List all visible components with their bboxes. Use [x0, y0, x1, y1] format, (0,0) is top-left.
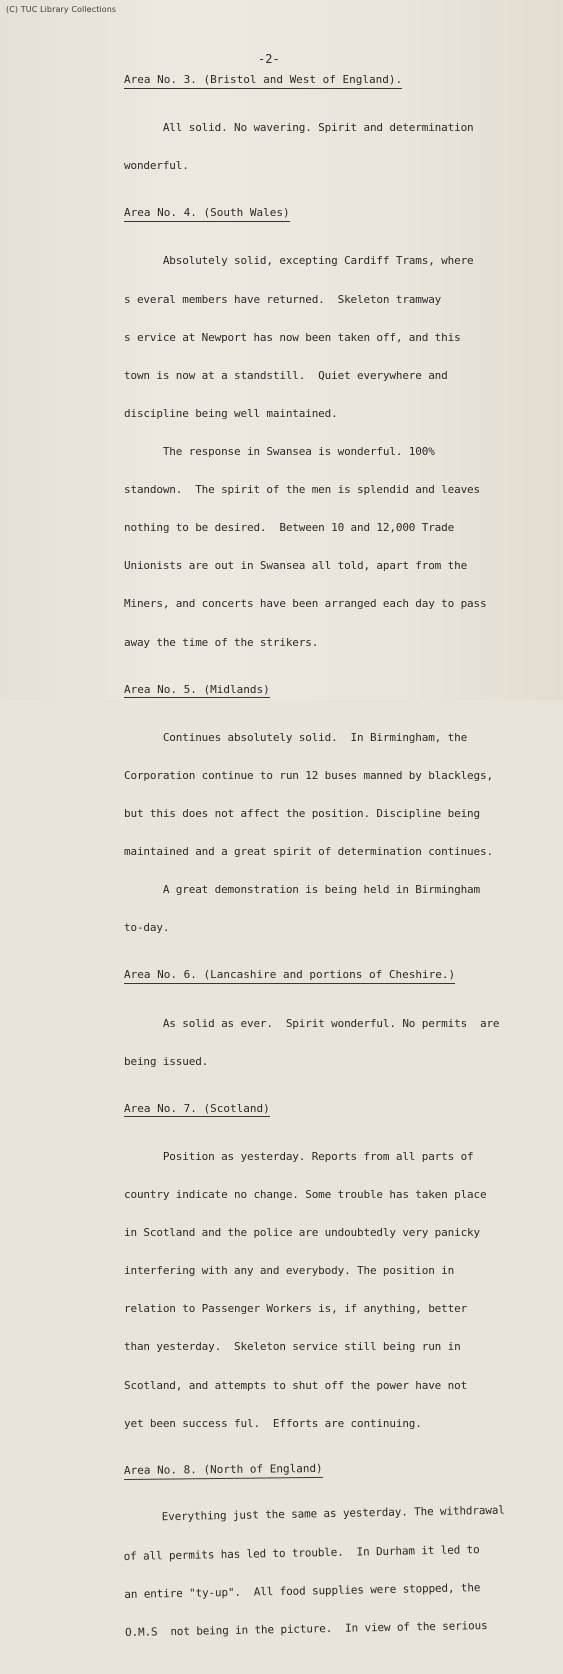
- section-heading: Area No. 3. (Bristol and West of England).: [124, 74, 402, 89]
- text-line: All solid. No wavering. Spirit and determination: [124, 121, 474, 135]
- section-heading: Area No. 5. (Midlands): [124, 684, 270, 699]
- section-heading: Area No. 8. (North of England): [124, 1463, 323, 1480]
- section-area-8: [122, 1461, 554, 1666]
- text-line: Position as yesterday. Reports from all parts of: [124, 1149, 474, 1163]
- text-line: country indicate no change. Some trouble has taken place: [124, 1187, 487, 1201]
- text-line: standown. The spirit of the men is splendid and leaves: [124, 483, 480, 497]
- text-line: The response in Swansea is wonderful. 100%: [124, 444, 435, 458]
- text-line: in Scotland and the police are undoubtedly very panicky: [124, 1226, 480, 1240]
- text-line: s ervice at Newport has now been taken off, and this: [124, 330, 461, 344]
- section-text: [122, 1479, 555, 1665]
- text-line: A great demonstration is being held in Birmingham: [124, 883, 480, 897]
- text-line: yet been success ful. Efforts are continuing.: [124, 1416, 422, 1430]
- text-line: Miners, and concerts have been arranged each day to pass: [124, 597, 487, 611]
- section-text: [124, 706, 554, 960]
- section-text: [124, 992, 554, 1094]
- section-heading: Area No. 7. (Scotland): [124, 1103, 270, 1118]
- text-line: Corporation continue to run 12 buses manned by blacklegs,: [124, 768, 493, 782]
- section-text: [124, 97, 554, 199]
- text-line: discipline being well maintained.: [124, 406, 338, 420]
- section-area-6: [124, 969, 554, 1093]
- text-line: an entire "ty-up". All food supplies were stopped, the: [124, 1581, 481, 1602]
- section-text: [124, 230, 554, 675]
- text-line: s everal members have returned. Skeleton tramway: [124, 292, 442, 306]
- text-line: Scotland, and attempts to shut off the power have not: [124, 1378, 468, 1392]
- text-line: than yesterday. Skeleton service still being run in: [124, 1340, 461, 1354]
- text-line: wonderful.: [124, 159, 189, 173]
- text-line: to-day.: [124, 921, 170, 935]
- section-area-7: [124, 1103, 554, 1456]
- section-text: [124, 1125, 554, 1455]
- section-heading: Area No. 6. (Lancashire and portions of Cheshire.): [124, 969, 455, 984]
- text-line: town is now at a standstill. Quiet everywhere and: [124, 368, 448, 382]
- section-area-5: [124, 684, 554, 961]
- watermark: (C) TUC Library Collections: [6, 5, 117, 14]
- section-heading: Area No. 4. (South Wales): [124, 207, 290, 222]
- text-line: nothing to be desired. Between 10 and 12,000 Trade: [124, 521, 455, 535]
- text-line: Continues absolutely solid. In Birmingham, the: [124, 730, 468, 744]
- text-line: As solid as ever. Spirit wonderful. No permits are: [124, 1016, 500, 1030]
- text-line: maintained and a great spirit of determination continues.: [124, 845, 493, 859]
- section-area-3: [124, 74, 554, 198]
- text-line: but this does not affect the position. Discipline being: [124, 806, 480, 820]
- text-line: being issued.: [124, 1054, 209, 1068]
- text-line: Everything just the same as yesterday. The withdrawal: [122, 1504, 505, 1525]
- text-line: of all permits has led to trouble. In Durham it led to: [123, 1543, 480, 1563]
- text-line: away the time of the strikers.: [124, 635, 319, 649]
- text-line: relation to Passenger Workers is, if anything, better: [124, 1302, 468, 1316]
- text-line: Unionists are out in Swansea all told, apart from the: [124, 559, 468, 573]
- document-body: [124, 74, 554, 1674]
- text-line: Absolutely solid, excepting Cardiff Trams, where: [124, 254, 474, 268]
- text-line: O.M.S not being in the picture. In view of the serious: [124, 1619, 488, 1640]
- page-number: -2-: [258, 52, 280, 66]
- section-area-4: [124, 207, 554, 674]
- text-line: interfering with any and everybody. The position in: [124, 1264, 455, 1278]
